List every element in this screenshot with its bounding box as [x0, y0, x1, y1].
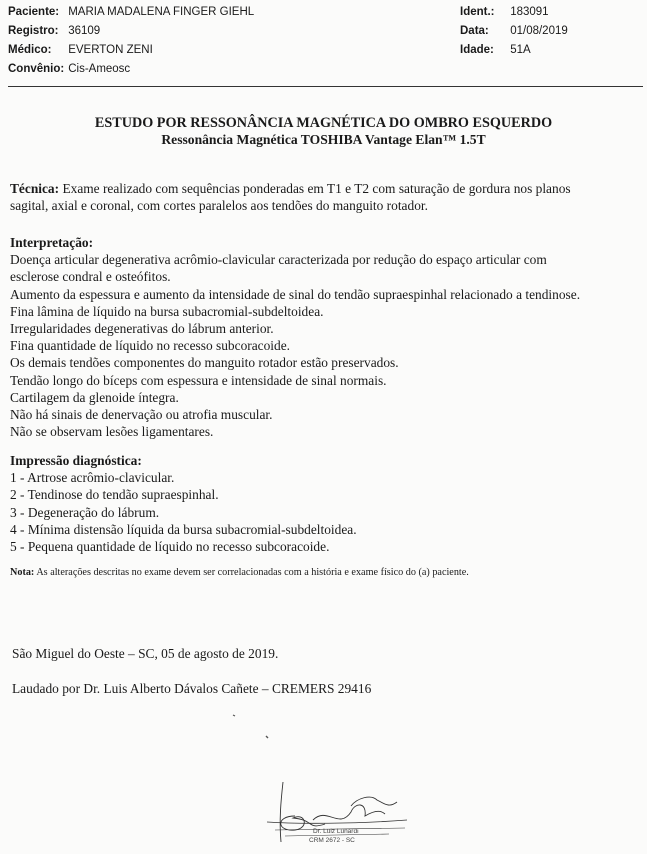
interpretacao-heading: Interpretação: — [10, 235, 94, 250]
impressao-item: 4 - Mínima distensão líquida da bursa subacromial-subdeltoidea. — [10, 521, 357, 537]
data-value: 01/08/2019 — [510, 25, 568, 37]
interpretacao-line: Fina quantidade de líquido no recesso subcoracoide. — [10, 338, 291, 354]
stamp-name: Dr. Luiz Lunardi — [313, 828, 359, 835]
laudado-por: Laudado por Dr. Luis Alberto Dávalos Cañete – CREMERS 29416 — [12, 681, 372, 696]
ident-label: Ident.: — [460, 6, 495, 18]
header-divider — [8, 86, 643, 87]
report-title: ESTUDO POR RESSONÂNCIA MAGNÉTICA DO OMBRO ESQUERDO — [94, 115, 553, 131]
report-subtitle: Ressonância Magnética TOSHIBA Vantage Elan™ 1.5T — [161, 132, 486, 147]
paciente-row — [8, 3, 254, 22]
registro-row — [8, 22, 254, 41]
convenio-value: Cis-Ameosc — [68, 63, 131, 75]
exam-info — [460, 3, 568, 60]
interpretacao-line: Não há sinais de denervação ou atrofia muscular. — [10, 407, 273, 423]
idade-row — [460, 41, 568, 60]
idade-value: 51A — [510, 44, 531, 56]
impressao-item: 2 - Tendinose do tendão supraespinhal. — [10, 487, 219, 503]
place-date: São Miguel do Oeste – SC, 05 de agosto de 2019. — [12, 646, 279, 661]
data-label: Data: — [460, 25, 489, 37]
interpretacao-line: Aumento da espessura e aumento da intensidade de sinal do tendão supraespinhal relacionado a tendinose. — [10, 286, 581, 302]
tecnica-text-line2: sagital, axial e coronal, com cortes paralelos aos tendões do manguito rotador. — [10, 198, 428, 214]
interpretacao-line: Doença articular degenerativa acrômio-clavicular caracterizada por redução do espaço articular com — [10, 252, 547, 268]
patient-info — [8, 3, 254, 79]
impressao-item: 1 - Artrose acrômio-clavicular. — [10, 470, 175, 486]
registro-label: Registro: — [8, 25, 59, 37]
interpretacao-line: Não se observam lesões ligamentares. — [10, 424, 214, 440]
interpretacao-lines — [10, 251, 638, 440]
paciente-label: Paciente: — [8, 6, 60, 18]
nota — [10, 567, 469, 578]
tecnica-text-line1: Exame realizado com sequências ponderadas em T1 e T2 com saturação de gordura nos planos — [59, 181, 571, 196]
interpretacao-line: esclerose condral e osteófitos. — [10, 269, 171, 285]
paciente-value: MARIA MADALENA FINGER GIEHL — [68, 6, 255, 18]
medico-row — [8, 41, 254, 60]
impressao-item: 5 - Pequena quantidade de líquido no recesso subcoracoide. — [10, 539, 330, 555]
data-row — [460, 22, 568, 41]
impressao-section — [10, 452, 638, 555]
pen-marks — [228, 712, 278, 742]
convenio-label: Convênio: — [8, 63, 65, 75]
convenio-row — [8, 60, 254, 79]
interpretacao-line: Os demais tendões componentes do manguito rotador estão preservados. — [10, 355, 399, 371]
interpretacao-line: Tendão longo do bíceps com espessura e intensidade de sinal normais. — [10, 372, 387, 388]
impressao-item: 3 - Degeneração do lábrum. — [10, 504, 160, 520]
stamp-crm: CRM 2672 - SC — [309, 837, 355, 844]
interpretacao-line: Fina lâmina de líquido na bursa subacromial-subdeltoidea. — [10, 303, 324, 319]
interpretacao-section — [10, 234, 638, 440]
impressao-lines — [10, 469, 638, 555]
ident-value: 183091 — [510, 6, 549, 18]
ident-row — [460, 3, 568, 22]
medico-value: EVERTON ZENI — [68, 44, 153, 56]
tecnica-section — [10, 180, 638, 214]
tecnica-label: Técnica: — [10, 181, 60, 196]
interpretacao-line: Irregularidades degenerativas do lábrum anterior. — [10, 321, 274, 337]
interpretacao-line: Cartilagem da glenoide íntegra. — [10, 389, 179, 405]
registro-value: 36109 — [68, 25, 101, 37]
medico-label: Médico: — [8, 44, 52, 56]
idade-label: Idade: — [460, 44, 494, 56]
nota-text: As alterações descritas no exame devem ser correlacionadas com a história e exame físico do (a) paciente. — [34, 567, 469, 578]
impressao-heading: Impressão diagnóstica: — [10, 453, 142, 468]
nota-label: Nota: — [10, 567, 35, 578]
